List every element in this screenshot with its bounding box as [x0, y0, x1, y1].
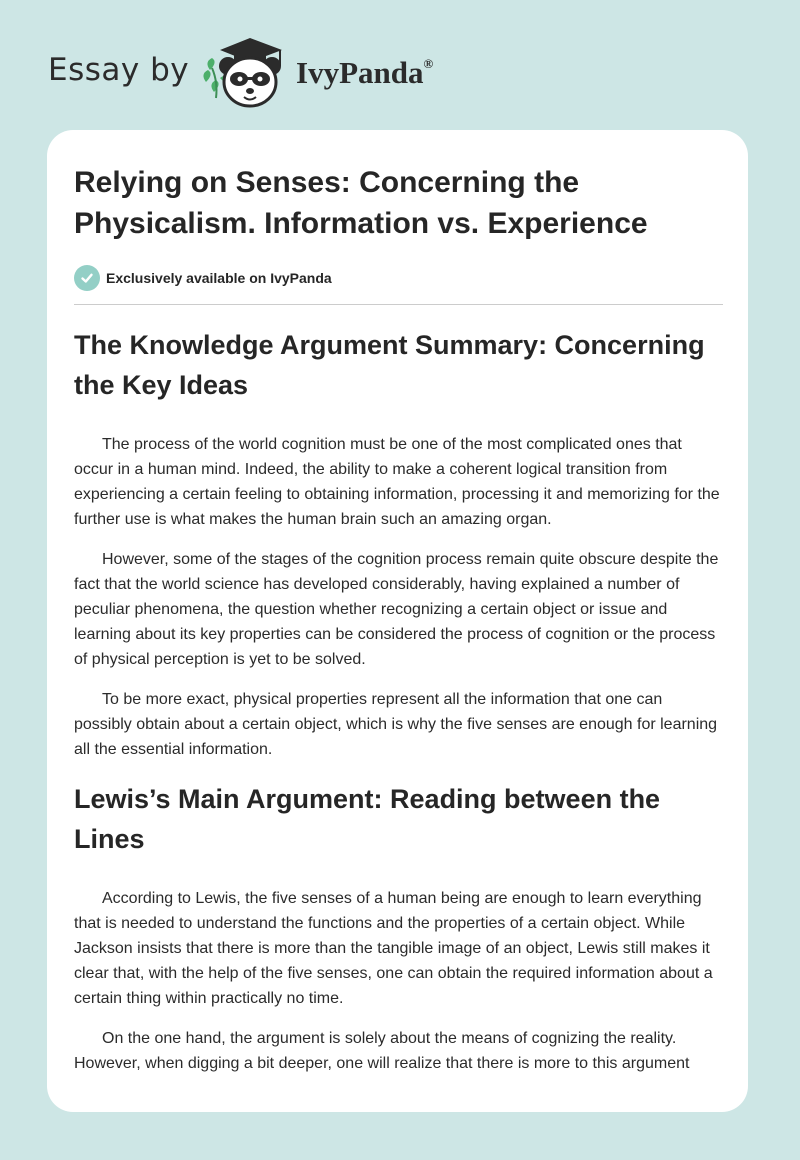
- exclusive-badge-label: Exclusively available on IvyPanda: [106, 270, 332, 286]
- brand-text: IvyPanda: [296, 55, 424, 90]
- exclusive-badge: [74, 263, 724, 293]
- panda-graduate-logo-icon[interactable]: [200, 30, 295, 110]
- section-heading: The Knowledge Argument Summary: Concerning the Key Ideas: [74, 330, 705, 400]
- title-divider: [74, 304, 723, 305]
- check-icon: [74, 265, 100, 291]
- paragraph: However, some of the stages of the cognition process remain quite obscure despite the fact that the world science has developed considerably, having explained a number of peculiar phenomena, the question whether recognizing a certain object or issue and learning about its key properties can be considered the process of cognition or the process of physical perception is yet to be solved.: [74, 551, 719, 668]
- paragraph: On the one hand, the argument is solely about the means of cognizing the reality. However, when digging a bit deeper, one will realize that there is more to this argument: [74, 1030, 690, 1072]
- paragraph: According to Lewis, the five senses of a human being are enough to learn everything that is needed to understand the functions and the properties of a certain object. While Jackson insists that there is more than the tangible image of an object, Lewis still makes it clear that, with the help of the five senses, one can obtain the required information about a certain thing within practically no time.: [74, 890, 713, 1007]
- registered-mark: ®: [423, 55, 434, 71]
- essay-by-label: Essay by: [48, 52, 190, 88]
- paragraph: To be more exact, physical properties represent all the information that one can possibly obtain about a certain object, which is why the five senses are enough for learning all the essential information.: [74, 691, 718, 758]
- essay-title: Relying on Senses: Concerning the Physicalism. Information vs. Experience: [74, 166, 648, 240]
- site-header: [0, 0, 800, 130]
- essay-content: [74, 162, 724, 1076]
- section-heading: Lewis’s Main Argument: Reading between the Lines: [74, 784, 661, 854]
- brand-name[interactable]: [296, 55, 433, 91]
- paragraph: The process of the world cognition must be one of the most complicated ones that occur in a human mind. Indeed, the ability to make a coherent logical transition from experiencing a certain feeling to obtaining information, processing it and memorizing for the further use is what makes the human brain such an amazing organ.: [74, 436, 720, 528]
- essay-card: [47, 130, 748, 1112]
